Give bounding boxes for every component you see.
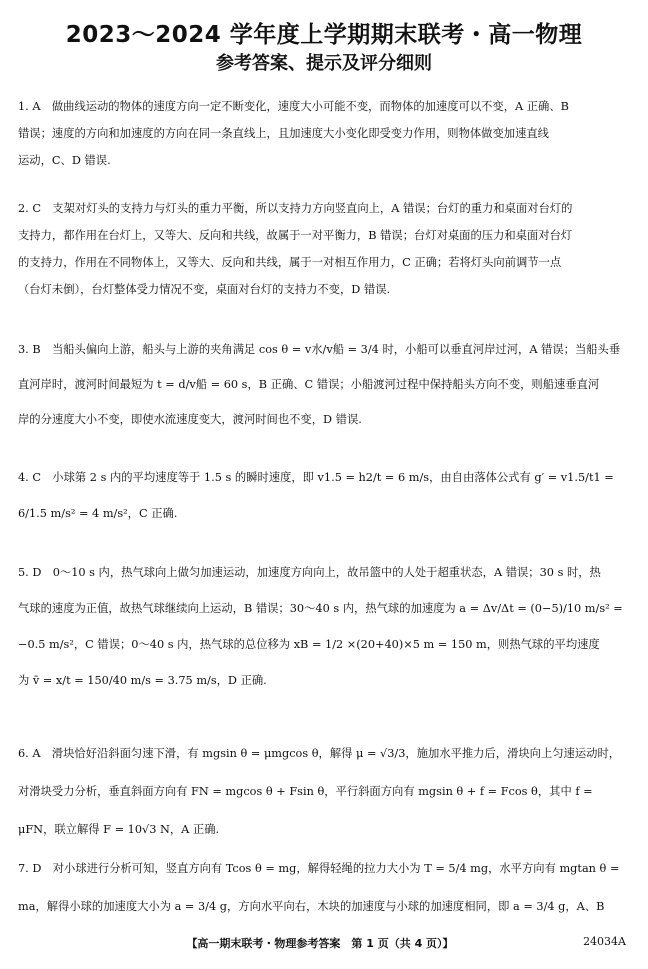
question-3 xyxy=(18,332,636,437)
question-line: 2. C 支架对灯头的支持力与灯头的重力平衡，所以支持力方向竖直向上，A 错误；台灯的重力和桌面对台灯的 xyxy=(18,202,573,215)
question-line: 4. C 小球第 2 s 内的平均速度等于 1.5 s 的瞬时速度，即 v1.5 = h2/t = 6 m/s，由自由落体公式有 g′ = v1.5/t1 = xyxy=(18,471,614,484)
question-line: ma，解得小球的加速度大小为 a = 3/4 g，方向水平向右，木块的加速度与小球的加速度相同，即 a = 3/4 g，A、B xyxy=(18,900,605,913)
question-line: 5. D 0～10 s 内，热气球向上做匀加速运动，加速度方向向上，故吊篮中的人处于超重状态，A 错误；30 s 时，热 xyxy=(18,566,601,579)
question-line: 对滑块受力分析，垂直斜面方向有 FN = mgcos θ + Fsin θ，平行斜面方向有 mgsin θ + f = Fcos θ，其中 f = xyxy=(18,785,593,798)
question-line: （台灯未倒），台灯整体受力情况不变，桌面对台灯的支持力不变，D 错误. xyxy=(18,283,391,296)
question-line: 6. A 滑块恰好沿斜面匀速下滑，有 mgsin θ = μmgcos θ，解得 μ = √3/3，施加水平推力后，滑块向上匀速运动时， xyxy=(18,747,621,760)
question-1 xyxy=(18,93,636,174)
question-line: 直河岸时，渡河时间最短为 t = d/v船 = 60 s，B 正确、C 错误；小船渡河过程中保持船头方向不变，则船速垂直河 xyxy=(18,378,600,391)
question-line: 的支持力，作用在不同物体上，又等大、反向和共线，属于一对相互作用力，C 正确；若将灯头向前调节一点 xyxy=(18,256,562,269)
question-6 xyxy=(18,735,636,849)
question-line: −0.5 m/s²，C 错误；0～40 s 内，热气球的总位移为 xB = 1/2 ×(20+40)×5 m = 150 m，则热气球的平均速度 xyxy=(18,638,600,651)
question-line: 为 v̄ = x/t = 150/40 m/s = 3.75 m/s，D 正确. xyxy=(18,674,267,687)
question-line: 1. A 做曲线运动的物体的速度方向一定不断变化，速度大小可能不变，而物体的加速度可以不变，A 正确、B xyxy=(18,100,569,113)
page-subtitle: 参考答案、提示及评分细则 xyxy=(216,53,432,74)
footer-code: 24034A xyxy=(583,935,626,948)
question-4 xyxy=(18,460,636,532)
question-line: 气球的速度为正值，故热气球继续向上运动，B 错误；30～40 s 内，热气球的加速度为 a = Δv/Δt = (0−5)/10 m/s² = xyxy=(18,602,623,615)
question-line: 支持力，都作用在台灯上，又等大、反向和共线，故属于一对平衡力，B 错误；台灯对桌面的压力和桌面对台灯 xyxy=(18,229,573,242)
question-line: 7. D 对小球进行分析可知，竖直方向有 Tcos θ = mg，解得轻绳的拉力大小为 T = 5/4 mg，水平方向有 mgtan θ = xyxy=(18,862,620,875)
question-line: 错误；速度的方向和加速度的方向在同一条直线上，且加速度大小变化即受变力作用，则物体做变加速直线 xyxy=(18,127,549,140)
question-line: 3. B 当船头偏向上游，船头与上游的夹角满足 cos θ = v水/v船 = 3/4 时，小船可以垂直河岸过河，A 错误；当船头垂 xyxy=(18,343,621,356)
footer-page-info: 【高一期末联考・物理参考答案 第 1 页（共 4 页）】 xyxy=(186,937,454,950)
question-line: 6/1.5 m/s² = 4 m/s²，C 正确. xyxy=(18,507,178,520)
page-title: 2023～2024 学年度上学期期末联考・高一物理 xyxy=(65,22,583,48)
question-line: μFN，联立解得 F = 10√3 N，A 正确. xyxy=(18,823,220,836)
question-2 xyxy=(18,195,636,303)
question-5 xyxy=(18,555,636,699)
question-line: 岸的分速度大小不变，即使水流速度变大，渡河时间也不变，D 错误. xyxy=(18,413,362,426)
question-7 xyxy=(18,850,636,926)
question-line: 运动，C、D 错误. xyxy=(18,154,111,167)
